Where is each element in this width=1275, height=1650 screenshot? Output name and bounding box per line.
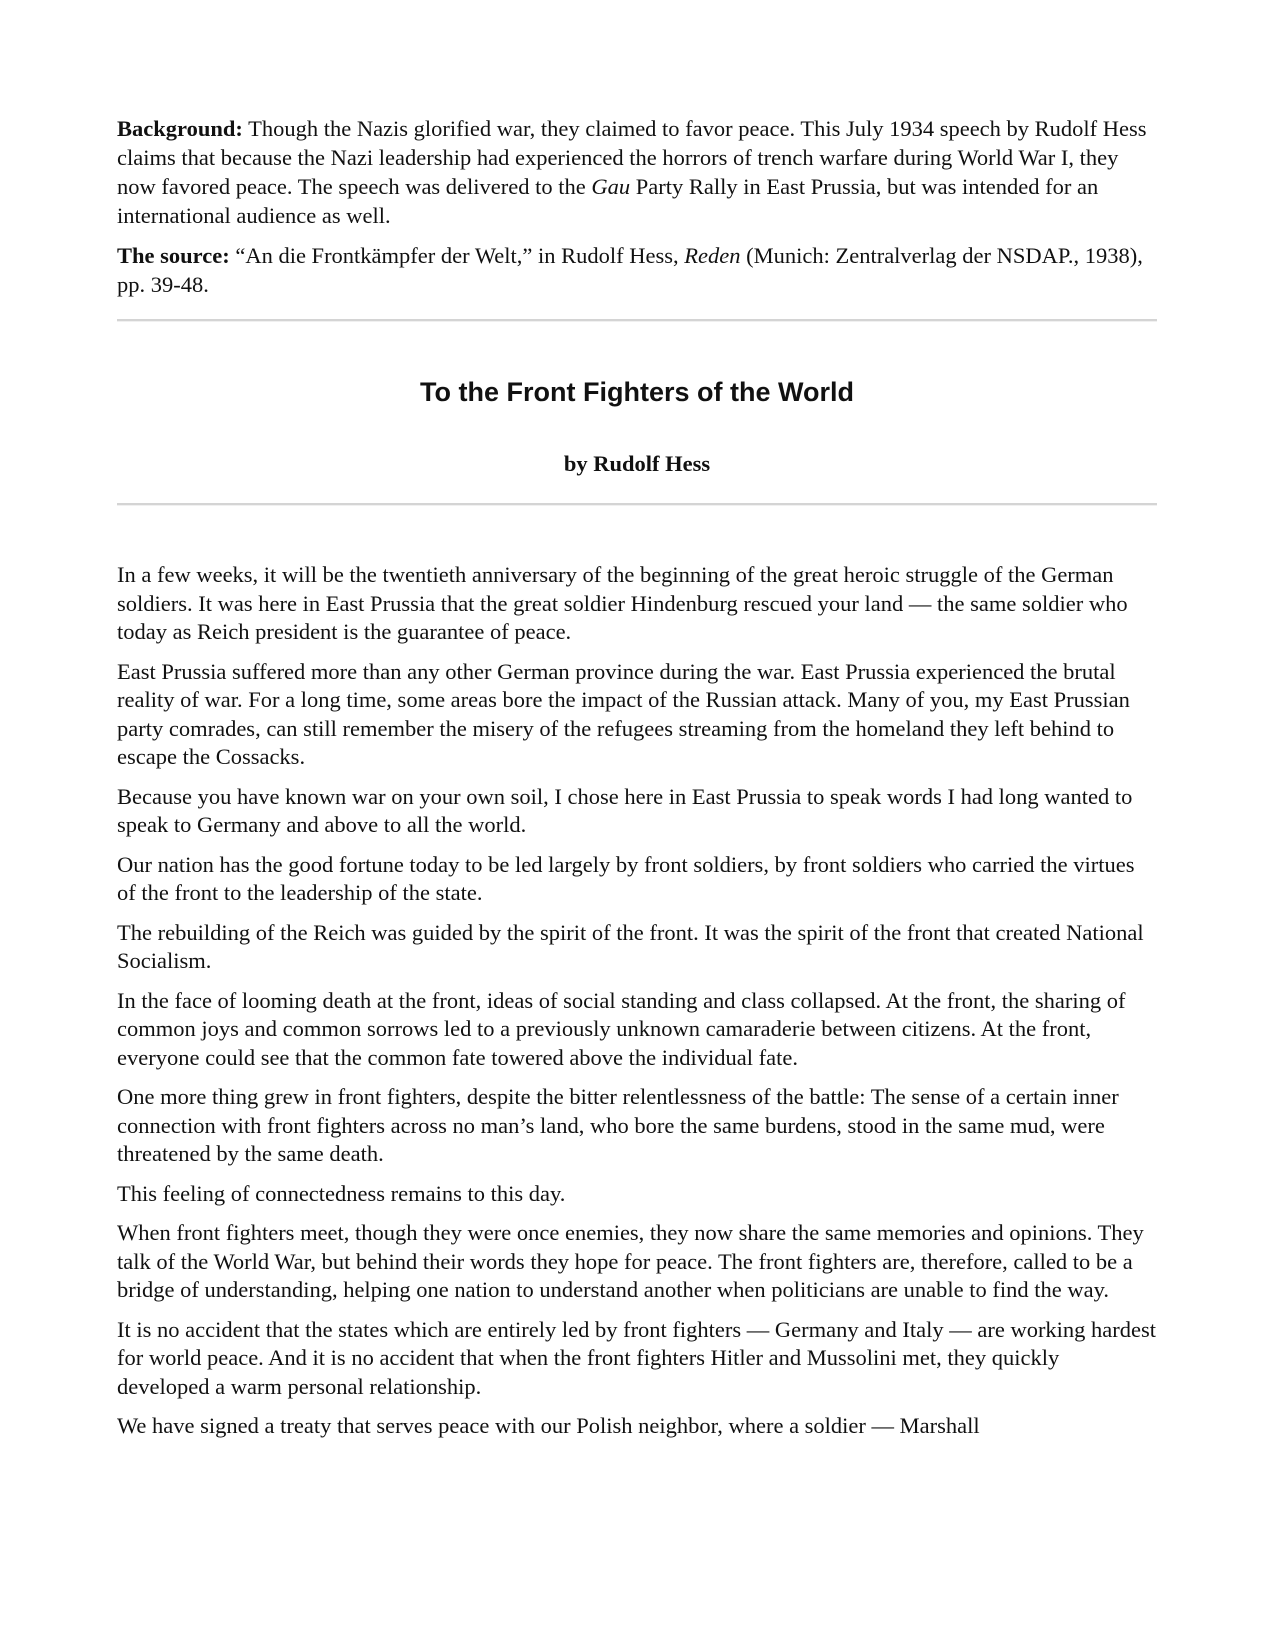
- source-paragraph: [117, 241, 1157, 299]
- background-text: Though the Nazis glorified war, they claimed to favor peace. This July 1934 speech by Rudolf Hess claims that because the Nazi leadership had experienced the horrors of trench warfare during World War I, they now favored peace. The speech was delivered to the: [117, 116, 1147, 199]
- divider-bottom: [117, 503, 1157, 506]
- paragraph: In a few weeks, it will be the twentieth anniversary of the beginning of the great heroic struggle of the German soldiers. It was here in East Prussia that the great soldier Hindenburg rescued your land — the same soldier who today as Reich president is the guarantee of peace.: [117, 562, 1128, 644]
- source-italic: Reden: [684, 243, 741, 268]
- divider-top: [117, 319, 1157, 322]
- background-label: Background:: [117, 116, 243, 141]
- source-text-end: (Munich: Zentralverlag der NSDAP., 1938), pp. 39-48.: [117, 243, 1143, 297]
- paragraph: It is no accident that the states which are entirely led by front fighters — Germany and Italy — are working hardest for world peace. And it is no accident that when the front fighters Hitler and Mussolini met, they quickly developed a warm personal relationship.: [117, 1316, 1157, 1399]
- document-title: To the Front Fighters of the World: [420, 377, 854, 407]
- speech-body: [117, 561, 1157, 1441]
- paragraph: Because you have known war on your own soil, I chose here in East Prussia to speak words I had long wanted to speak to Germany and above to all the world.: [117, 783, 1133, 837]
- paragraph: East Prussia suffered more than any other German province during the war. East Prussia experienced the brutal reality of war. For a long time, some areas bore the impact of the Russian attack. Many of you, my East Prussian party comrades, can still remember the misery of the refugees streaming from the homeland they left behind to escape the Cossacks.: [117, 658, 1130, 769]
- background-text-end: Party Rally in East Prussia, but was intended for an international audience as well.: [117, 174, 1099, 228]
- byline: by Rudolf Hess: [563, 451, 711, 476]
- paragraph: This feeling of connectedness remains to this day.: [117, 1180, 566, 1206]
- paragraph: When front fighters meet, though they were once enemies, they now share the same memories and opinions. They talk of the World War, but behind their words they hope for peace. The front fighters are, therefore, called to be a bridge of understanding, helping one nation to understand another when politicians are unable to find the way.: [117, 1220, 1144, 1302]
- intro-section: [117, 114, 1157, 299]
- paragraph: One more thing grew in front fighters, despite the bitter relentlessness of the battle: The sense of a certain inner connection with front fighters across no man’s land, who bore the same burdens, stood in the same mud, were threatened by the same death.: [117, 1084, 1119, 1166]
- paragraph: Our nation has the good fortune today to be led largely by front soldiers, by front soldiers who carried the virtues of the front to the leadership of the state.: [117, 851, 1135, 905]
- background-paragraph: [117, 114, 1157, 230]
- background-italic: Gau: [591, 174, 631, 199]
- document-page: [117, 114, 1157, 1452]
- source-text: “An die Frontkämpfer der Welt,” in Rudolf Hess,: [229, 243, 685, 268]
- source-label: The source:: [117, 243, 230, 268]
- paragraph: We have signed a treaty that serves peace with our Polish neighbor, where a soldier — Marshall: [117, 1413, 980, 1438]
- paragraph: The rebuilding of the Reich was guided by the spirit of the front. It was the spirit of the front that created National Socialism.: [117, 919, 1144, 973]
- paragraph: In the face of looming death at the front, ideas of social standing and class collapsed. At the front, the sharing of common joys and common sorrows led to a previously unknown camaraderie between citizens. At the front, everyone could see that the common fate towered above the individual fate.: [117, 987, 1126, 1070]
